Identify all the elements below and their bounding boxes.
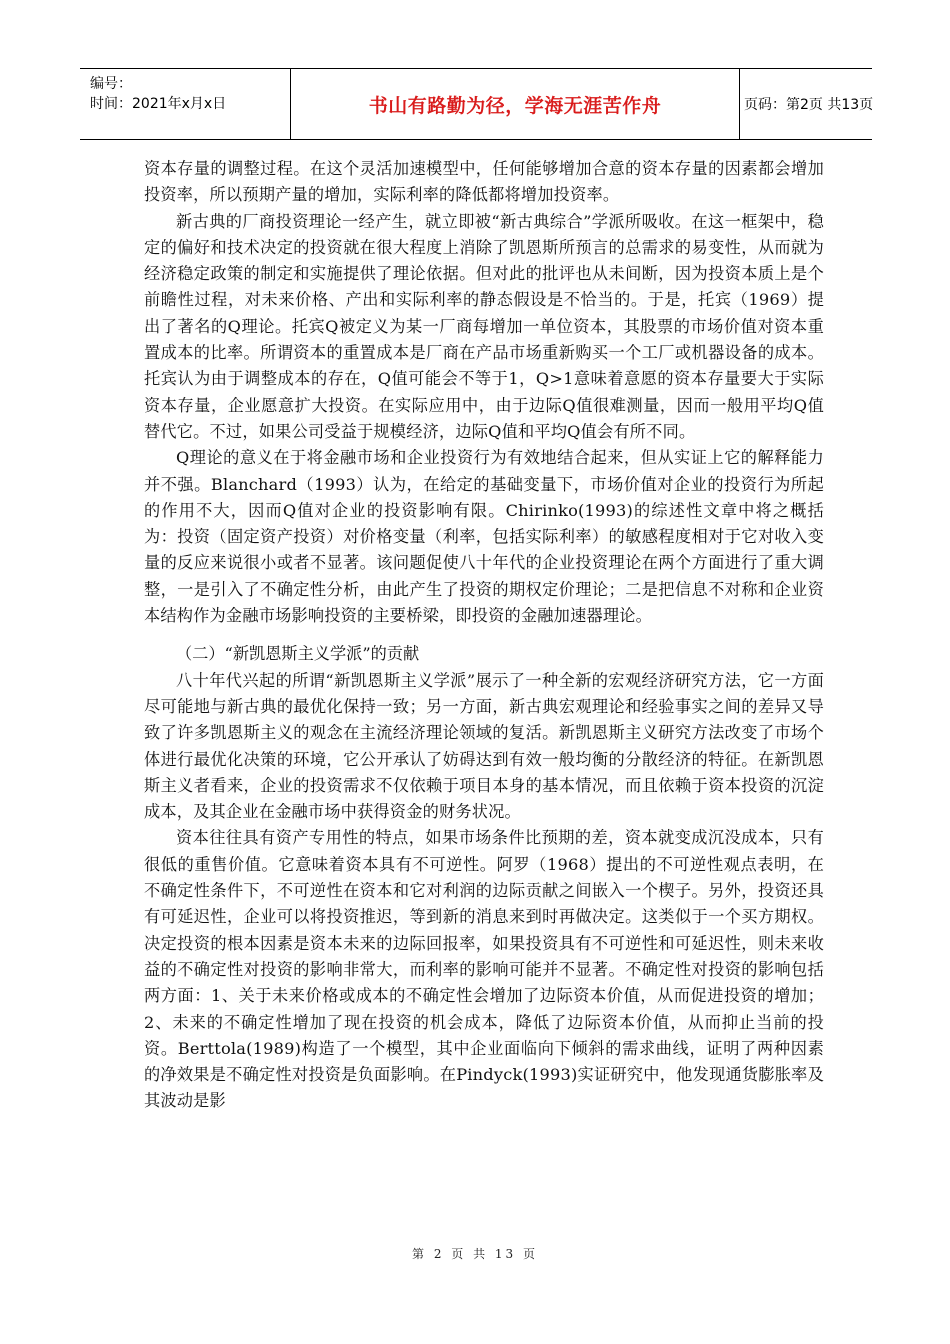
header-page-cell <box>738 69 878 139</box>
paragraph-q-theory: Q理论的意义在于将金融市场和企业投资行为有效地结合起来，但从实证上它的解释能力并不强。Blanchard（1993）认为，在给定的基础变量下，市场价值对企业的投资行为所起的作用不大，因而Q值对企业的投资影响有限。Chirinko(1993)的综述性文章中将之概括为：投资（固定资产投资）对价格变量（利率，包括实际利率）的敏感程度相对于它对收入变量的反应来说很小或者不显著。该问题促使八十年代的企业投资理论在两个方面进行了重大调整，一是引入了不确定性分析，由此产生了投资的期权定价理论；二是把信息不对称和企业资本结构作为金融市场影响投资的主要桥梁，即投资的金融加速器理论。 <box>144 448 824 626</box>
document-time-label: 时间：2021年x月x日 <box>90 96 227 112</box>
page-header <box>80 68 872 140</box>
paragraph-new-keynesian: 八十年代兴起的所谓“新凯恩斯主义学派”展示了一种全新的宏观经济研究方法，它一方面尽可能地与新古典的最优化保持一致；另一方面，新古典宏观理论和经验事实之间的差异又导致了许多凯恩斯主义的观念在主流经济理论领域的复活。新凯恩斯主义研究方法改变了市场个体进行最优化决策的环境，它公开承认了妨碍达到有效一般均衡的分散经济的特征。在新凯恩斯主义者看来，企业的投资需求不仅依赖于项目本身的基本情况，而且依赖于资本投资的沉淀成本，及其企业在金融市场中获得资金的财务状况。 <box>144 670 824 822</box>
document-number-label: 编号： <box>90 76 132 92</box>
page-footer: 第 2 页 共 13 页 <box>412 1247 538 1261</box>
header-left-cell <box>80 69 290 139</box>
header-motto: 书山有路勤为径，学海无涯苦作舟 <box>368 94 662 117</box>
paragraph-irreversibility: 资本往往具有资产专用性的特点，如果市场条件比预期的差，资本就变成沉没成本，只有很低的重售价值。它意味着资本具有不可逆性。阿罗（1968）提出的不可逆性观点表明，在不确定性条件下，不可逆性在资本和它对利润的边际贡献之间嵌入一个楔子。另外，投资还具有可延迟性，企业可以将投资推迟，等到新的消息来到时再做决定。这类似于一个买方期权。决定投资的根本因素是资本未来的边际回报率，如果投资具有不可逆性和可延迟性，则未来收益的不确定性对投资的影响非常大，而利率的影响可能并不显著。不确定性对投资的影响包括两方面：1、关于未来价格或成本的不确定性会增加了边际资本价值，从而促进投资的增加；2、未来的不确定性增加了现在投资的机会成本，降低了边际资本价值，从而抑止当前的投资。Berttola(1989)构造了一个模型，其中企业面临向下倾斜的需求曲线，证明了两种因素的净效果是不确定性对投资是负面影响。在Pindyck(1993)实证研究中，他发现通货膨胀率及其波动是影 <box>144 828 824 1111</box>
paragraph-continued: 资本存量的调整过程。在这个灵活加速模型中，任何能够增加合意的资本存量的因素都会增加投资率，所以预期产量的增加，实际利率的降低都将增加投资率。 <box>144 159 824 205</box>
header-page-info: 页码：第2页 共13页 <box>744 97 874 113</box>
paragraph-neoclassical-theory: 新古典的厂商投资理论一经产生，就立即被“新古典综合”学派所吸收。在这一框架中，稳定的偏好和技术决定的投资就在很大程度上消除了凯恩斯所预言的总需求的易变性，从而就为经济稳定政策的制定和实施提供了理论依据。但对此的批评也从未间断，因为投资本质上是个前瞻性过程，对未来价格、产出和实际利率的静态假设是不恰当的。于是，托宾（1969）提出了著名的Q理论。托宾Q被定义为某一厂商每增加一单位资本，其股票的市场价值对资本重置成本的比率。所谓资本的重置成本是厂商在产品市场重新购买一个工厂或机器设备的成本。托宾认为由于调整成本的存在，Q值可能会不等于1，Q>1意味着意愿的资本存量要大于实际资本存量，企业愿意扩大投资。在实际应用中，由于边际Q值很难测量，因而一般用平均Q值替代它。不过，如果公司受益于规模经济，边际Q值和平均Q值会有所不同。 <box>144 211 824 441</box>
header-motto-cell <box>290 69 740 139</box>
document-body <box>144 156 824 1115</box>
section-heading: （二）“新凯恩斯主义学派”的贡献 <box>176 644 420 664</box>
